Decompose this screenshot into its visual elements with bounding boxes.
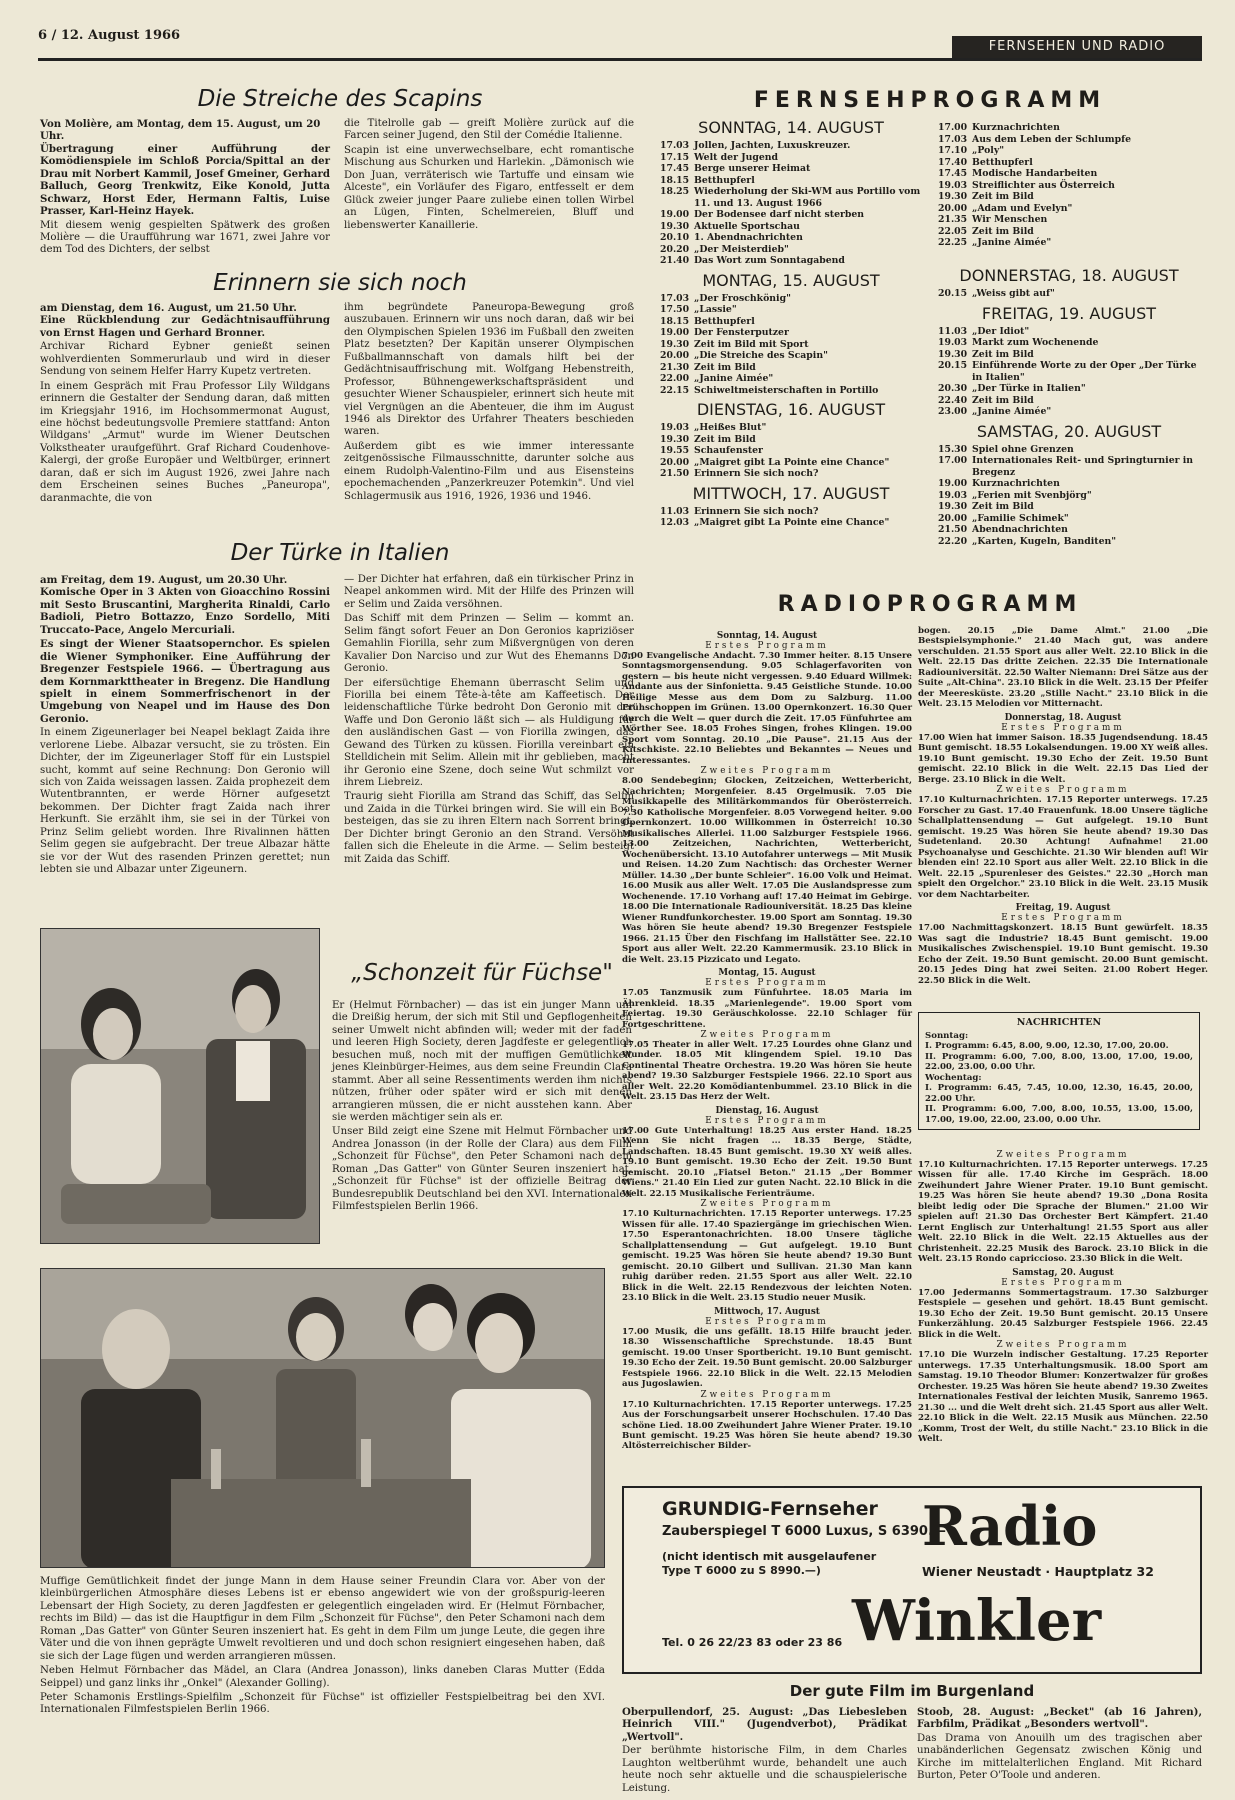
tv-program-row bbox=[660, 445, 922, 457]
radioprogramm-title: RADIOPROGRAMM bbox=[777, 592, 1083, 617]
tv-show: Betthupferl bbox=[694, 315, 755, 327]
tuerke-paragraph: In einem Zigeunerlager bei Neapel beklagt Zaida ihre verlorene Liebe. Albazar versucht, sie zu trösten. Ein Dichter, der im Zigeunerlager Stoff für ein Lustspiel sucht, kommt auf seine Rechnung: Don Geronio will sich von Zaida weissagen lassen. Zaida prophezeit dem Wutentbrannten, er werde Hörner aufgesetzt bekommen. Der Dichter fragt Zaida nach ihrer Herkunft. Sie erzählt ihm, sie sei in der Türkei von Prinz Selim geliebt worden. Ihre Rivalinnen hätten Selim gegen sie aufgebracht. Der treue Albazar hätte sie vor der Wut des rasenden Prinzen gerettet; nun lebten sie und Albazar unter Zigeunern. bbox=[40, 727, 330, 876]
tv-show: Aus dem Leben der Schlumpfe bbox=[972, 133, 1132, 145]
tv-program-row bbox=[938, 444, 1200, 456]
tv-day-heading: FREITAG, 19. AUGUST bbox=[981, 303, 1157, 323]
tv-time: 19.30 bbox=[938, 348, 968, 360]
photo-caption-paragraph: Peter Schamonis Erstlings-Spielfilm „Schonzeit für Füchse" ist offizieller Festspielbeitrag bei den XVI. Internationalen Filmfestspielen Berlin 1966. bbox=[40, 1691, 605, 1716]
burgenland-right bbox=[917, 1706, 1202, 1785]
streiche-paragraph: Scapin ist eine unverwechselbare, echt romantische Mischung aus Schurken und Harlekin. „Dämonisch wie Don Juan, verräterisch wie Tartuffe und einsam wie Alceste", ein Vorläufer des Figaro, entfesselt er dem Glück zweier junger Paare zuliebe einen tollen Wirbel an Lügen, Finten, Schelmereien, Bluff und liebenswerter Kanaillerie. bbox=[344, 144, 634, 231]
tv-day-heading: DIENSTAG, 16. AUGUST bbox=[696, 400, 886, 420]
tv-show: Zeit im Bild bbox=[972, 348, 1034, 360]
tv-show: Betthupferl bbox=[694, 174, 755, 186]
tv-program-row bbox=[660, 209, 922, 221]
radio-program-heading: Zweites Programm bbox=[996, 1150, 1130, 1160]
tv-program-row bbox=[660, 293, 922, 305]
tv-day-heading: SONNTAG, 14. AUGUST bbox=[698, 118, 884, 137]
tv-program-row bbox=[660, 140, 922, 152]
tv-show: Kurznachrichten bbox=[972, 122, 1060, 133]
streiche-paragraph: Mit diesem wenig gespielten Spätwerk des großen Molière — die Uraufführung war 1671, zwei Jahre vor dem Tod des Dichters, der selbst bbox=[40, 219, 330, 256]
radio-day-heading: Freitag, 19. August bbox=[1015, 903, 1111, 914]
tv-time: 19.03 bbox=[938, 337, 968, 349]
tv-program-row bbox=[938, 326, 1200, 338]
tv-time: 19.30 bbox=[660, 220, 690, 232]
tv-show: Das Wort zum Sonntagabend bbox=[694, 255, 845, 267]
ad-address: Wiener Neustadt · Hauptplatz 32 bbox=[922, 1564, 1154, 1579]
tv-program-row bbox=[660, 152, 922, 164]
tv-program-row bbox=[660, 175, 922, 187]
tv-program-row bbox=[938, 214, 1200, 226]
tv-time: 20.00 bbox=[660, 456, 690, 468]
tv-day-heading: SAMSTAG, 20. AUGUST bbox=[976, 421, 1162, 441]
tuerke-col1 bbox=[40, 574, 330, 879]
radio-schedule-text: 17.10 Kulturnachrichten. 17.15 Reporter unterwegs. 17.25 Wissen für alle. 17.40 Spaziergänge im griechischen Wien. 17.50 Esperantonachrichten. 18.00 Unsere tägliche Schallplattensendung — Gut aufgelegt. 19.10 Bunt gemischt. 19.25 Was hören Sie heute abend? 19.30 Bunt gemischt. 20.10 Gilbert und Sullivan. 21.30 Man kann ruhig darüber reden. 21.55 Sport aus aller Welt. 22.10 Blick in die Welt. 22.15 Rendezvous der leichten Noten. 23.10 Blick in die Welt. 23.15 Studio neuer Musik. bbox=[622, 1209, 912, 1304]
streiche-title: Die Streiche des Scapins bbox=[197, 86, 483, 112]
tv-time: 22.00 bbox=[660, 373, 690, 385]
radio-program-heading: Zweites Programm bbox=[700, 1199, 834, 1210]
schonzeit-text bbox=[332, 1000, 632, 1215]
tv-program-row bbox=[660, 339, 922, 351]
tv-time: 22.20 bbox=[938, 535, 968, 547]
radio-day-heading: Samstag, 20. August bbox=[1012, 1267, 1114, 1278]
tv-show: Der Fensterputzer bbox=[694, 327, 789, 339]
radio-day-heading: Donnerstag, 18. August bbox=[1004, 712, 1122, 723]
radio-schedule-text: 17.00 Jedermanns Sommertagstraum. 17.30 Salzburger Festspiele — gesehen und gehört. 18.45 Bunt gemischt. 19.30 Echo der Zeit. 19.50 Bunt gemischt. 20.15 Unsere Funkerzählung. 20.45 Salzburger Festspiele 1966. 22.45 Blick in die Welt. bbox=[918, 1287, 1208, 1340]
photo-caption bbox=[40, 1576, 605, 1719]
page-date: 6 / 12. August 1966 bbox=[38, 28, 181, 43]
ad-phone: Tel. 0 26 22/23 83 oder 23 86 bbox=[662, 1636, 843, 1649]
ad-brand: GRUNDIG-Fernseher bbox=[662, 1498, 878, 1520]
header-rule bbox=[38, 58, 1202, 61]
radio-schedule-text: 17.10 Die Wurzeln indischer Gestaltung. 17.25 Reporter unterwegs. 17.35 Unterhaltungsmusik. 18.00 Sport am Samstag. 19.10 Theodor Blumer: Konzertwalzer für großes Orchester. 19.25 Was hören Sie heute abend? 19.30 Zweites Internationales Festival der leichten Musik, Sanremo 1965. 21.30 ... und die Welt dreht sich. 21.45 Sport aus aller Welt. 22.10 Blick in die Welt. 22.15 Musik aus München. 22.50 „Komm, Trost der Welt, du stille Nacht." 23.10 Blick in die Welt. bbox=[918, 1350, 1208, 1445]
tv-program-row bbox=[938, 237, 1200, 249]
tv-program-row bbox=[660, 232, 922, 244]
radio-program-heading: Zweites Programm bbox=[700, 766, 834, 777]
tv-show: Der Bodensee darf nicht sterben bbox=[694, 209, 865, 221]
erinnern-paragraph: Außerdem gibt es wie immer interessante zeitgenössische Filmausschnitte, darunter solche aus einem Rudolph-Valentino-Film und aus Eisensteins epochemachenden „Panzerkreuzer Potemkin". Und viel Schlagermusik aus 1916, 1926, 1936 und 1946. bbox=[344, 440, 634, 502]
tv-time: 19.03 bbox=[938, 489, 968, 501]
tv-time: 17.45 bbox=[938, 168, 968, 180]
tv-show: Einführende Worte zu der Oper „Der Türke in Italien" bbox=[972, 360, 1197, 383]
ad-shop-top: Radio bbox=[922, 1494, 1098, 1558]
tv-program-row bbox=[938, 168, 1200, 180]
tv-show: „Poly" bbox=[972, 145, 1005, 157]
tuerke-paragraph: — Der Dichter hat erfahren, daß ein türkischer Prinz in Neapel ankommen wird. Mit der Hilfe des Prinzen will er Selim und Zaida versöhnen. bbox=[344, 574, 634, 610]
erinnern-col1 bbox=[40, 302, 330, 507]
radioprogramm-left-column bbox=[622, 628, 912, 1452]
tuerke-title: Der Türke in Italien bbox=[230, 540, 450, 566]
radio-schedule-text: 17.00 Nachmittagskonzert. 18.15 Bunt gewürfelt. 18.35 Was sagt die Industrie? 18.45 Bunt gemischt. 19.00 Musikalisches Zwischenspiel. 19.10 Bunt gemischt. 19.30 Echo der Zeit. 19.50 Bunt gemischt. 20.00 Bunt gemischt. 20.15 Jedes Ding hat zwei Seiten. 21.00 Robert Heger. 22.50 Blick in die Welt. bbox=[918, 923, 1208, 986]
tv-time: 20.00 bbox=[938, 512, 968, 524]
tv-time: 19.03 bbox=[660, 422, 690, 434]
radio-program-heading: Zweites Programm bbox=[996, 785, 1130, 796]
radio-schedule-text: 17.00 Wien hat immer Saison. 18.35 Jugendsendung. 18.45 Bunt gemischt. 18.55 Lokalsendungen. 19.00 XY weiß alles. 19.10 Bunt gemischt. 19.30 Echo der Zeit. 19.50 Bunt gemischt. 22.10 Blick in die Welt. 22.15 Das Lied der Berge. 23.10 Blick in die Welt. bbox=[918, 732, 1208, 785]
tv-time: 19.30 bbox=[938, 191, 968, 203]
fernsehprogramm-right-top bbox=[938, 122, 1200, 249]
tv-time: 15.30 bbox=[938, 443, 968, 455]
tv-time: 22.25 bbox=[938, 237, 968, 249]
tv-time: 11.03 bbox=[660, 505, 690, 517]
radio-program-heading: Erstes Programm bbox=[1001, 722, 1125, 733]
tv-time: 17.00 bbox=[938, 455, 968, 467]
tv-show: Zeit im Bild bbox=[694, 361, 756, 373]
tv-program-row bbox=[660, 506, 922, 518]
tv-program-row bbox=[660, 373, 922, 385]
tv-show: „Maigret gibt La Pointe eine Chance" bbox=[694, 517, 890, 529]
tv-program-row bbox=[938, 288, 1200, 300]
tv-day-heading: DONNERSTAG, 18. AUGUST bbox=[959, 266, 1179, 285]
radio-schedule-text: 17.05 Theater in aller Welt. 17.25 Lourdes ohne Glanz und Wunder. 18.05 Mit klingendem Spiel. 19.10 Das Continental Theatre Orchestra. 19.20 Was hören Sie heute abend? 19.30 Salzburger Festspiele 1966. 22.10 Sport aus aller Welt. 22.20 Komödiantenbummel. 23.10 Blick in die Welt. 23.15 Das Herz der Welt. bbox=[622, 1039, 912, 1103]
radio-program-heading: Zweites Programm bbox=[700, 1029, 834, 1040]
tv-program-row bbox=[660, 221, 922, 233]
radio-day-heading: Sonntag, 14. August bbox=[716, 631, 818, 641]
tv-show: Berge unserer Heimat bbox=[694, 163, 811, 175]
tv-time: 21.50 bbox=[938, 524, 968, 536]
tv-show: „Familie Schimek" bbox=[972, 512, 1069, 524]
tv-show: Modische Handarbeiten bbox=[972, 168, 1098, 180]
radio-program-heading: Zweites Programm bbox=[996, 1340, 1130, 1351]
film-still-photo-1 bbox=[40, 928, 320, 1244]
tv-program-row bbox=[660, 316, 922, 328]
tv-time: 21.40 bbox=[660, 255, 690, 267]
tv-show: „Maigret gibt La Pointe eine Chance" bbox=[694, 456, 890, 468]
radio-program-heading: Erstes Programm bbox=[705, 1316, 829, 1327]
tv-time: 17.10 bbox=[938, 145, 968, 157]
tv-program-row bbox=[660, 457, 922, 469]
tv-program-row bbox=[660, 304, 922, 316]
streiche-col2 bbox=[344, 118, 634, 234]
tv-program-row bbox=[660, 327, 922, 339]
radio-schedule-text: 17.10 Kulturnachrichten. 17.15 Reporter unterwegs. 17.25 Aus der Forschungsarbeit unserer Hochschulen. 17.40 Das schöne Lied. 18.00 Zweihundert Jahre Wiener Prater. 19.10 Bunt gemischt. 19.25 Was hören Sie heute abend? 19.30 Altösterreichischer Bilder- bbox=[622, 1399, 912, 1452]
tuerke-credits: Es singt der Wiener Staatsopernchor. Es spielen die Wiener Symphoniker. Eine Aufführung der Bregenzer Festspiele 1966. — Übertragung aus dem Kornmarkttheater in Bregenz. Die Handlung spielt in einem Sommerfrischenort in der Umgebung von Neapel und im Hause des Don Geronio. bbox=[40, 638, 330, 725]
tv-time: 20.30 bbox=[938, 383, 968, 395]
tv-show: Erinnern Sie sich noch? bbox=[694, 505, 819, 517]
tv-program-row bbox=[660, 517, 922, 529]
erinnern-paragraph: ihm begründete Paneuropa-Bewegung groß auszubauen. Erinnern wir uns noch daran, daß wir bei den Olympischen Spielen 1936 im Fußball den zweiten Platz besetzten? Der Kapitän unserer Olympischen Fußballmannschaft von damals hilft bei der Gedächtnisauffrischung mit. Wolfgang Hebenstreith, Professor, Bühnengewerkschaftspräsident und gesuchter Wiener Schauspieler, erinnert sich heute mit viel Vergnügen an die Abenteuer, die ihm im August 1946 als Direktor des Urfahrer Theaters beschieden waren. bbox=[344, 302, 634, 438]
tv-time: 22.05 bbox=[938, 225, 968, 237]
tv-program-row bbox=[660, 186, 922, 209]
tv-time: 17.50 bbox=[660, 304, 690, 316]
tv-show: „Ferien mit Svenbjörg" bbox=[972, 489, 1092, 501]
tv-time: 17.03 bbox=[660, 292, 690, 304]
tv-show: Zeit im Bild bbox=[972, 225, 1034, 237]
film-still-illustration bbox=[41, 1269, 605, 1568]
tv-program-row bbox=[938, 157, 1200, 169]
tv-show: „Der Idiot" bbox=[972, 325, 1030, 337]
tv-day-heading: MONTAG, 15. AUGUST bbox=[702, 270, 880, 290]
tv-show: „Der Meisterdieb" bbox=[694, 243, 789, 255]
fernsehprogramm-left-column bbox=[660, 114, 922, 529]
tv-show: „Der Froschkönig" bbox=[694, 292, 791, 304]
tv-program-row bbox=[938, 349, 1200, 361]
tv-time: 19.30 bbox=[660, 433, 690, 445]
tv-program-row bbox=[660, 362, 922, 374]
ad-note: (nicht identisch mit ausgelaufener Type T 6000 zu S 8990.—) bbox=[662, 1550, 877, 1578]
tv-show: Zeit im Bild bbox=[972, 501, 1034, 513]
streiche-col1 bbox=[40, 118, 330, 259]
ad-shop-name: Winkler bbox=[852, 1588, 1102, 1654]
tv-program-row bbox=[938, 226, 1200, 238]
tv-time: 19.03 bbox=[938, 179, 968, 191]
tv-time: 11.03 bbox=[938, 325, 968, 337]
film-still-illustration bbox=[41, 929, 320, 1244]
erinnern-meta: am Dienstag, dem 16. August, um 21.50 Uhr. bbox=[40, 302, 297, 314]
tv-program-row bbox=[660, 434, 922, 446]
tv-program-row bbox=[938, 337, 1200, 349]
tuerke-col2 bbox=[344, 574, 634, 868]
schonzeit-title: „Schonzeit für Füchse" bbox=[351, 960, 613, 986]
radio-day-heading: Montag, 15. August bbox=[718, 968, 816, 979]
ad-model: Zauberspiegel T 6000 Luxus, S 6390.— bbox=[662, 1524, 946, 1539]
tv-time: 18.25 bbox=[660, 186, 690, 198]
tv-time: 19.55 bbox=[660, 445, 690, 457]
burgenland-left bbox=[622, 1706, 907, 1797]
tuerke-meta: am Freitag, dem 19. August, um 20.30 Uhr. bbox=[40, 574, 288, 586]
burgenland-right-text: Das Drama von Anouilh um des tragischen aber unabänderlichen Gegensatz zwischen König und Kirche im mittelalterlichen England. Mit Richard Burton, Peter O'Toole und anderen. bbox=[917, 1732, 1202, 1782]
burgenland-title: Der gute Film im Burgenland bbox=[789, 1682, 1035, 1700]
tv-program-row bbox=[938, 524, 1200, 536]
erinnern-paragraph: Archivar Richard Eybner genießt seinen wohlverdienten Sommerurlaub und wird in dieser Sendung von seinem Helfer Harry Kupetz vertreten. bbox=[40, 341, 330, 378]
burgenland-right-meta: Stoob, 28. August: „Becket" (ab 16 Jahren), Farbfilm, Prädikat „Besonders wertvoll". bbox=[917, 1706, 1202, 1731]
tv-program-row bbox=[938, 501, 1200, 513]
tv-program-row bbox=[938, 406, 1200, 418]
tv-program-row bbox=[660, 255, 922, 267]
tv-show: Aktuelle Sportschau bbox=[694, 220, 800, 232]
tv-time: 17.45 bbox=[660, 163, 690, 175]
tv-day-heading: MITTWOCH, 17. AUGUST bbox=[692, 483, 890, 503]
tv-show: Schaufenster bbox=[694, 445, 763, 457]
nachrichten-box bbox=[918, 1012, 1200, 1130]
tv-show: Erinnern Sie sich noch? bbox=[694, 468, 819, 480]
schonzeit-paragraph: Er (Helmut Förnbacher) — das ist ein junger Mann um die Dreißig herum, der sich mit Stil und Gepflogenheiten seiner Umwelt nicht abfinden will; weder mit der faden und leeren High Society, deren Jagdfeste er gelegentlich besuchen muß, noch mit der muffigen Gemütlichkeit jenes Kleinbürger-Heimes, aus dem seine Freundin Clara stammt. Aber all seine Ressentiments werden ihm nichts nützen, früher oder später wird er sich mit denen arrangieren müssen, die er nicht ausstehen kann. Aber sie werden mächtiger sein als er. bbox=[332, 1000, 632, 1123]
radio-day-heading: Dienstag, 16. August bbox=[715, 1105, 819, 1116]
grundig-ad bbox=[622, 1486, 1202, 1674]
tv-program-row bbox=[660, 385, 922, 397]
tv-show: Zeit im Bild bbox=[972, 191, 1034, 203]
fernsehprogramm-title: FERNSEHPROGRAMM bbox=[753, 88, 1107, 113]
radio-program-heading: Zweites Programm bbox=[700, 1389, 834, 1400]
tv-program-row bbox=[938, 360, 1200, 383]
tv-show: Zeit im Bild bbox=[694, 433, 756, 445]
tv-program-row bbox=[938, 490, 1200, 502]
erinnern-col2 bbox=[344, 302, 634, 505]
fernsehprogramm-right-column bbox=[938, 262, 1200, 547]
tv-time: 20.20 bbox=[660, 243, 690, 255]
tuerke-credits: Komische Oper in 3 Akten von Gioacchino Rossini mit Sesto Bruscantini, Margherita Rinaldi, Carlo Badioli, Pietro Bottazzo, Enzo Sordello, Miti Truccato-Pace, Angelo Mercuriali. bbox=[40, 586, 330, 636]
tv-time: 17.15 bbox=[660, 151, 690, 163]
tv-program-row bbox=[938, 145, 1200, 157]
tv-show: Internationales Reit- und Springturnier in Bregenz bbox=[972, 455, 1194, 478]
tv-program-row bbox=[938, 478, 1200, 490]
tv-show: Kurznachrichten bbox=[972, 478, 1060, 490]
tv-program-row bbox=[660, 244, 922, 256]
nachrichten-wochentag-label: Wochentag: bbox=[925, 1072, 982, 1083]
tv-time: 21.30 bbox=[660, 361, 690, 373]
tv-program-row bbox=[938, 395, 1200, 407]
radio-schedule-text: 7.00 Evangelische Andacht. 7.30 Immer heiter. 8.15 Unsere Sonntagsmorgensendung. 9.05 Schlagerfavoriten von gestern — bis heute nicht vergessen. 9.40 Eduard Willmek: Andante aus der Sinfonietta. 9.45 Geistliche Stunde. 10.00 Heilige Messe aus dem Dom zu Salzburg. 11.00 Frühschoppen im Grünen. 13.00 Opernkonzert. 16.30 Quer durch die Welt — quer durch die Zeit. 17.05 Fünfuhrtee am Wörther See. 18.05 Frohes Singen, frohes Klingen. 19.00 Sport vom Sonntag. 20.10 „Die Pause". 21.15 Aus der Kitschkiste. 22.10 Beliebtes und Bekanntes — Neues und Interessantes. bbox=[622, 651, 912, 766]
photo-caption-paragraph: Muffige Gemütlichkeit findet der junge Mann in dem Hause seiner Freundin Clara vor. Aber von der kleinbürgerlichen Atmosphäre dieses Lebens ist er ebenso angewidert wie von der großspurig-leeren Lebensart der High Society, zu deren Jagdfesten er gelegentlich eingeladen wird. Er (Helmut Förnbacher, rechts im Bild) — das ist die Hauptfigur in dem Film „Schonzeit für Füchse", den Peter Schamoni nach dem Roman „Das Gatter" von Günter Seuren inszeniert hat. Es geht in dem Film um junge Leute, die gegen ihre Väter und die von ihnen geprägte Umwelt revoltieren und und doch schon resigniert eingesehen haben, daß sie sich der Lage fügen und werden arrangieren müssen. bbox=[40, 1576, 605, 1662]
tv-show: „Die Streiche des Scapin" bbox=[694, 350, 828, 362]
tv-show: Wiederholung der Ski-WM aus Portillo vom 11. und 13. August 1966 bbox=[694, 186, 921, 209]
tv-program-row bbox=[938, 513, 1200, 525]
radio-schedule-text: 17.05 Tanzmusik zum Fünfuhrtee. 18.05 Maria im Ährenkleid. 18.35 „Marienlegende". 19.00 Sport vom Feiertag. 19.30 Geräuschkolosse. 22.10 Schlager für Fortgeschrittene. bbox=[622, 988, 912, 1030]
tv-show: „Janine Aimée" bbox=[972, 237, 1052, 249]
tv-program-row bbox=[938, 122, 1200, 134]
tv-time: 17.03 bbox=[938, 133, 968, 145]
tv-show: „Der Türke in Italien" bbox=[972, 383, 1086, 395]
radio-program-heading: Erstes Programm bbox=[705, 1115, 829, 1126]
tv-time: 19.00 bbox=[660, 327, 690, 339]
tuerke-paragraph: Der eifersüchtige Ehemann überrascht Selim und Fiorilla bei einem Tête-à-tête am Kaffeetisch. Der leidenschaftliche Türke bedroht Don Geronio mit der Waffe und Don Geronio läßt sich — als Huldigung für den ausländischen Gast — von Fiorilla zwingen, das Gewand des Türken zu küssen. Fiorilla vereinbart ein Stelldichein mit Selim. Allein mit ihr geblieben, macht ihr Geronio eine Szene, doch seine Wut schmilzt vor ihrem Liebreiz. bbox=[344, 677, 634, 788]
tv-program-row bbox=[938, 203, 1200, 215]
tv-show: „Janine Aimée" bbox=[694, 373, 774, 385]
radio-program-heading: Erstes Programm bbox=[705, 641, 829, 651]
tv-time: 20.00 bbox=[660, 350, 690, 362]
tv-show: Streiflichter aus Österreich bbox=[972, 179, 1115, 191]
burgenland-left-text: Der berühmte historische Film, in dem Charles Laughton weltberühmt wurde, behandelt une auch heute noch sehr aktuelle und die schauspielerische Leistung. bbox=[622, 1745, 907, 1794]
tv-time: 17.00 bbox=[938, 122, 968, 133]
tv-show: Schiweltmeisterschaften in Portillo bbox=[694, 384, 879, 396]
tv-show: Zeit im Bild mit Sport bbox=[694, 338, 809, 350]
tv-program-row bbox=[660, 350, 922, 362]
tv-time: 20.00 bbox=[938, 202, 968, 214]
radio-program-heading: Erstes Programm bbox=[1001, 1277, 1125, 1288]
radio-program-heading: Erstes Programm bbox=[1001, 913, 1125, 924]
nachrichten-wochentag-2: II. Programm: 6.00, 7.00, 8.00, 10.55, 13.00, 15.00, 17.00, 19.00, 22.00, 23.00, 0.00 Uhr. bbox=[925, 1104, 1193, 1125]
burgenland-left-meta: Oberpullendorf, 25. August: „Das Liebesleben Heinrich VIII." (Jugendverbot), Prädikat „Wertvoll". bbox=[622, 1706, 907, 1743]
tv-show: „Adam und Evelyn" bbox=[972, 202, 1073, 214]
tuerke-paragraph: Das Schiff mit dem Prinzen — Selim — kommt an. Selim fängt sofort Feuer an Don Geronios kapriziöser Gemahlin Fiorilla, sehr zum Mißvergnügen von deren Kavalier Don Narciso und zur Wut des Ehemanns Don Geronio. bbox=[344, 613, 634, 675]
radio-schedule-text: 17.00 Musik, die uns gefällt. 18.15 Hilfe braucht jeder. 18.30 Wissenschaftliche Sprechstunde. 18.45 Bunt gemischt. 19.00 Unser Sportbericht. 19.10 Bunt gemischt. 19.30 Echo der Zeit. 19.50 Bunt gemischt. 20.00 Salzburger Festspiele 1966. 22.10 Blick in die Welt. 22.15 Melodien aus Jugoslawien. bbox=[622, 1326, 912, 1390]
tv-time: 22.15 bbox=[660, 384, 690, 396]
erinnern-credits: Eine Rückblendung zur Gedächtnisaufführung von Ernst Hagen und Gerhard Bronner. bbox=[40, 314, 330, 339]
tv-show: „Weiss gibt auf" bbox=[972, 288, 1055, 299]
tv-program-row bbox=[660, 468, 922, 480]
tv-program-row bbox=[660, 163, 922, 175]
tv-time: 19.30 bbox=[938, 501, 968, 513]
nachrichten-sonntag-label: Sonntag: bbox=[925, 1031, 969, 1041]
photo-caption-paragraph: Neben Helmut Förnbacher das Mädel, an Clara (Andrea Jonasson), links daneben Claras Mutter (Edda Seippel) und ganz links ihr „Onkel" (Alexander Golling). bbox=[40, 1665, 605, 1689]
radio-schedule-text: 17.00 Gute Unterhaltung! 18.25 Aus erster Hand. 18.25 Wenn Sie nicht fragen ... 18.35 Berge, Städte, Landschaften. 18.45 Bunt gemischt. 19.30 XY weiß alles. 19.10 Bunt gemischt. 19.30 Echo der Zeit. 19.50 Bunt gemischt. 20.10 „Fiatsel Beton." 21.15 „Der Bommer Wiens." 21.40 Ein Lied zur guten Nacht. 22.10 Blick in die Welt. 22.15 Musikalische Ferienträume. bbox=[622, 1125, 912, 1199]
tv-time: 18.15 bbox=[660, 315, 690, 327]
nachrichten-sonntag-1: I. Programm: 6.45, 8.00, 9.00, 12.30, 17.00, 20.00. bbox=[925, 1041, 1169, 1052]
nachrichten-sonntag-2: II. Programm: 6.00, 7.00, 8.00, 13.00, 17.00, 19.00, 22.00, 23.00, 0.00 Uhr. bbox=[925, 1051, 1193, 1073]
film-still-photo-2 bbox=[40, 1268, 605, 1568]
tv-time: 17.03 bbox=[660, 140, 690, 151]
tv-time: 19.00 bbox=[660, 209, 690, 221]
tv-program-row bbox=[938, 180, 1200, 192]
erinnern-title: Erinnern sie sich noch bbox=[213, 270, 467, 296]
tuerke-paragraph: Traurig sieht Fiorilla am Strand das Schiff, das Selim und Zaida in die Türkei bringen wird. Sie will ein Boot besteigen, das sie zu ihren Eltern nach Sorrent bringt. Der Dichter bringt Geronio an den Strand. Versöhnt fallen sich die Eheleute in die Arme. — Selim besteigt mit Zaida das Schiff. bbox=[344, 791, 634, 865]
tv-show: Abendnachrichten bbox=[972, 524, 1068, 536]
tv-show: Zeit im Bild bbox=[972, 394, 1034, 406]
nachrichten-title: NACHRICHTEN bbox=[1016, 1017, 1102, 1028]
tv-time: 19.30 bbox=[660, 338, 690, 350]
radio-schedule-text: 17.10 Kulturnachrichten. 17.15 Reporter unterwegs. 17.25 Wissen für alle. 17.40 Kirche im Gespräch. 18.00 Zweihundert Jahre Wiener Prater. 19.10 Bunt gemischt. 19.25 Was hören Sie heute abend? 19.30 „Dona Rosita bleibt ledig oder Die Sprache der Blumen." 21.00 Wir spielen auf! 21.30 Das Orchester Bert Kämpfert. 21.40 Lernt Englisch zur Unterhaltung! 21.55 Sport aus aller Welt. 22.10 Blick in die Welt. 22.15 Aktuelles aus der Christenheit. 22.25 Musik des Barock. 23.10 Blick in die Welt. 23.15 Rondo capriccioso. 23.30 Blick in die Welt. bbox=[918, 1160, 1208, 1265]
tv-time: 20.15 bbox=[938, 288, 968, 299]
tv-show: Welt der Jugend bbox=[694, 151, 779, 163]
tv-show: „Heißes Blut" bbox=[694, 422, 767, 434]
streiche-credits: Übertragung einer Aufführung der Komödienspiele im Schloß Porcia/Spittal an der Drau mit Norbert Kammil, Josef Gmeiner, Gerhard Balluch, Georg Trenkwitz, Eike Konold, Jutta Schwarz, Horst Eder, Hermann Faltis, Luise Prasser, Karl-Heinz Hayek. bbox=[40, 142, 330, 218]
tv-show: „Janine Aimée" bbox=[972, 406, 1052, 418]
tv-show: Betthupferl bbox=[972, 156, 1033, 168]
radioprogramm-right-column-2 bbox=[918, 1150, 1208, 1445]
nachrichten-wochentag-1: I. Programm: 6.45, 7.45, 10.00, 12.30, 16.45, 20.00, 22.00 Uhr. bbox=[925, 1083, 1193, 1104]
tv-show: 1. Abendnachrichten bbox=[694, 232, 803, 244]
radio-program-heading: Erstes Programm bbox=[705, 978, 829, 989]
tv-program-row bbox=[938, 134, 1200, 146]
tv-program-row bbox=[938, 191, 1200, 203]
tv-time: 12.03 bbox=[660, 517, 690, 529]
radio-schedule-text: 8.00 Sendebeginn; Glocken, Zeitzeichen, Wetterbericht, Nachrichten; Morgenfeier. 8.45 Orgelmusik. 7.05 Die Musikkapelle des Militärkommandos für Oberösterreich. 7.30 Katholische Morgenfeier. 8.05 Vorwegend heiter. 9.00 Opernkonzert. 10.00 Willkommen in Österreich! 10.30 Musikalisches Allerlei. 11.00 Salzburger Festspiele 1966. 13.00 Zeitzeichen, Nachrichten, Wetterbericht, Wochenübersicht. 13.10 Autofahrer unterwegs — Mit Musik und Reisen. 14.20 Zum Nachtisch: das Orchester Werner Müller. 14.30 „Der bunte Schleier". 16.00 Volk und Heimat. 16.00 Musik aus aller Welt. 17.05 Die Auslandspresse zum Wochenende. 17.10 Vorhang auf! 17.40 Heimat im Gebirge. 18.00 Die Internationale Radiouniversität. 18.25 Das kleine Wiener Rundfunkorchester. 19.00 Sport am Sonntag. 19.30 Was hören Sie heute abend? 19.30 Bregenzer Festspiele 1966. 21.15 Über den Fischfang im Hallstätter See. 22.10 Sport aus aller Welt. 22.20 Kammermusik. 23.10 Blick in die Welt. 23.15 Pizzicato und Legato. bbox=[622, 776, 912, 965]
tv-time: 19.00 bbox=[938, 478, 968, 490]
tv-time: 20.10 bbox=[660, 232, 690, 244]
schonzeit-paragraph: Unser Bild zeigt eine Szene mit Helmut Förnbacher und Andrea Jonasson (in der Rolle der Clara) aus dem Film „Schonzeit für Füchse", den Peter Schamoni nach dem Roman „Das Gatter" von Günter Seuren inszeniert hat. „Schonzeit für Füchse" ist der offizielle Beitrag der Bundesrepublik Deutschland bei den XVI. Internationalen Filmfestspielen Berlin 1966. bbox=[332, 1126, 632, 1212]
tv-time: 23.00 bbox=[938, 406, 968, 418]
tv-show: Markt zum Wochenende bbox=[972, 337, 1099, 349]
tv-program-row bbox=[938, 455, 1200, 478]
tv-program-row bbox=[938, 536, 1200, 548]
section-title: FERNSEHEN UND RADIO bbox=[952, 36, 1202, 58]
radio-schedule-text: bogen. 20.15 „Die Dame Almt." 21.00 „Die Bestspielsymphonie." 21.40 Mach gut, was andere verschulden. 21.55 Sport aus aller Welt. 22.10 Blick in die Welt. 22.15 Das dritte Zeichen. 22.35 Die Internationale Radiouniversität. 22.50 Walter Niemann: Drei Sätze aus der Suite „Alt-China". 23.10 Blick in die Welt. 23.15 Der Pfeifer der Meeresküste. 23.20 „Stille Nacht." 23.10 Blick in die Welt. 23.15 Melodien vor Mitternacht. bbox=[918, 626, 1208, 710]
tv-time: 17.40 bbox=[938, 156, 968, 168]
tv-program-row bbox=[660, 422, 922, 434]
tv-show: „Lassie" bbox=[694, 304, 737, 316]
radio-day-heading: Mittwoch, 17. August bbox=[714, 1306, 820, 1317]
tv-show: „Karten, Kugeln, Banditen" bbox=[972, 535, 1117, 547]
tv-show: Wir Menschen bbox=[972, 214, 1048, 226]
tv-time: 22.40 bbox=[938, 394, 968, 406]
tv-show: Spiel ohne Grenzen bbox=[972, 443, 1074, 455]
erinnern-paragraph: In einem Gespräch mit Frau Professor Lily Wildgans erinnern die Gestalter der Sendung daran, daß mitten im Kriegsjahr 1916, im Hochsommermonat August, eine höchst bedeutungsvolle Premiere stattfand: Anton Wildgans' „Armut" wurde im Wiener Deutschen Volkstheater uraufgeführt. Graf Richard Coudenhove-Kalergi, der große Europäer und Weltbürger, erinnert daran, daß er sich im August 1926, zwei Jahre nach dem Erscheinen seines Buches „Paneuropa", daranmachte, die von bbox=[40, 380, 330, 504]
streiche-meta: Von Molière, am Montag, dem 15. August, um 20 Uhr. bbox=[40, 118, 321, 143]
tv-time: 18.15 bbox=[660, 174, 690, 186]
streiche-paragraph: die Titelrolle gab — greift Molière zurück auf die Farcen seiner Jugend, den Stil der Comédie Italienne. bbox=[344, 118, 634, 142]
tv-time: 21.35 bbox=[938, 214, 968, 226]
tv-show: Jollen, Jachten, Luxuskreuzer. bbox=[694, 140, 851, 151]
radioprogramm-right-column bbox=[918, 626, 1208, 986]
tv-time: 21.50 bbox=[660, 468, 690, 480]
tv-time: 20.15 bbox=[938, 360, 968, 372]
tv-program-row bbox=[938, 383, 1200, 395]
radio-schedule-text: 17.10 Kulturnachrichten. 17.15 Reporter unterwegs. 17.25 Forscher zu Gast. 17.40 Frauenfunk. 18.00 Unsere tägliche Schallplattensendung — Gut aufgelegt. 19.10 Bunt gemischt. 19.25 Was hören Sie heute abend? 19.30 Das Sudetenland. 20.30 Achtung! Aufnahme! 21.00 Psychoanalyse und Geschichte. 21.30 Wir blenden auf! Wir blenden ein! 22.10 Sport aus aller Welt. 22.10 Blick in die Welt. 22.15 „Spurenleser des Geistes." 22.30 „Horch man spielt den Orgelchor." 23.10 Blick in die Welt. 23.15 Musik vor dem Nachtarbeiter. bbox=[918, 795, 1208, 900]
